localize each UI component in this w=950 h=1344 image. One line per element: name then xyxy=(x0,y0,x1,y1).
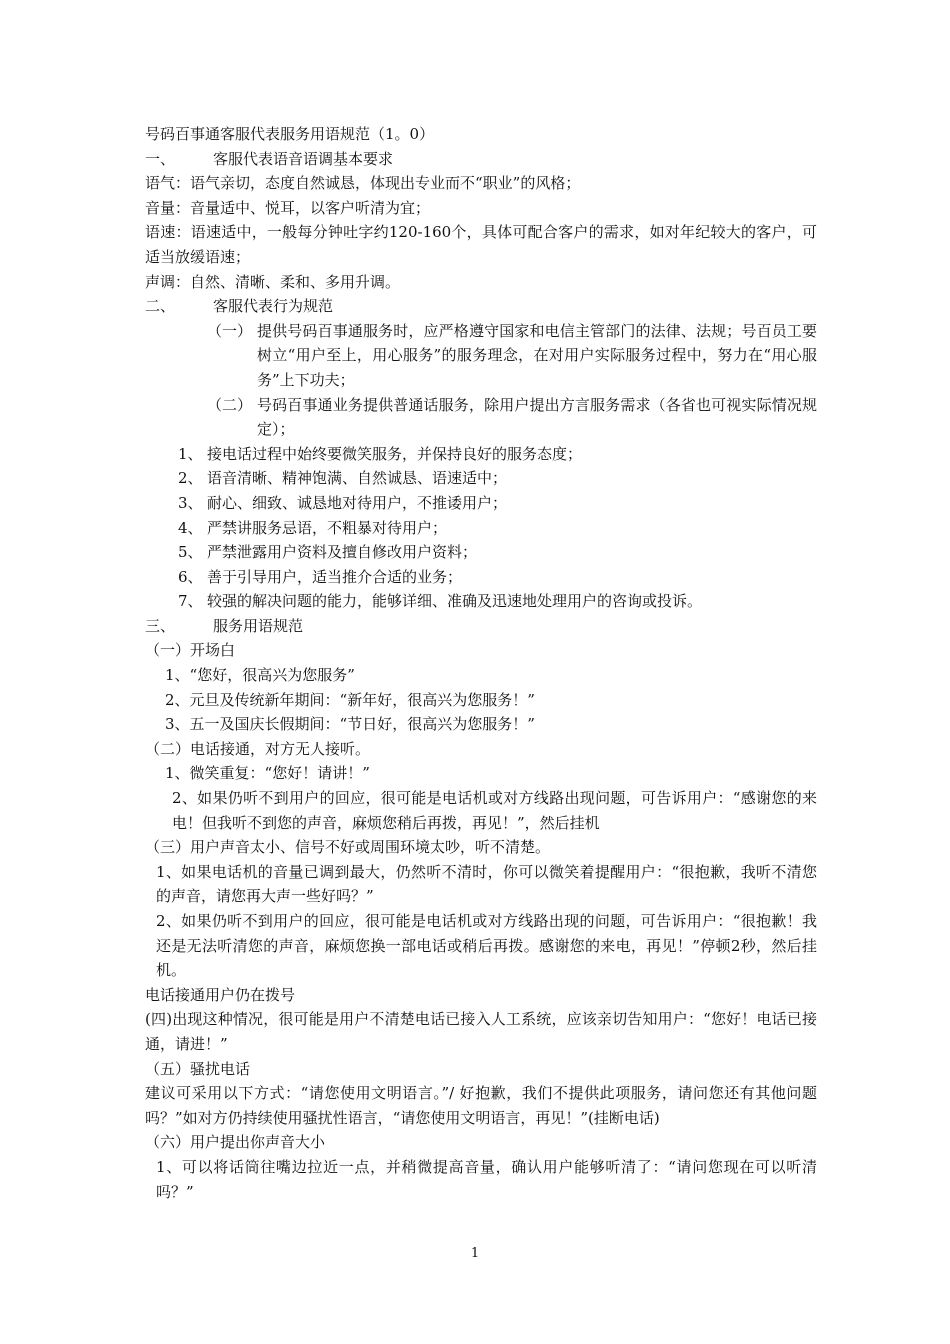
list-item-number: 7、 xyxy=(178,592,203,611)
low-voice-heading: （三）用户声音太小、信号不好或周围环境太吵，听不清楚。 xyxy=(145,838,551,857)
document-title: 号码百事通客服代表服务用语规范（1。0） xyxy=(145,125,435,143)
pitch-rule: 声调：自然、清晰、柔和、多用升调。 xyxy=(145,272,401,291)
subsection-1 xyxy=(207,319,817,393)
tone-rule: 语气：语气亲切，态度自然诚恳，体现出专业而不“职业”的风格； xyxy=(145,174,581,193)
subsection-tag: （二） xyxy=(207,395,253,414)
document-body xyxy=(145,122,817,1204)
speed-rule: 语速：语速适中，一般每分钟吐字约120-160个，具体可配合客户的需求，如对年纪较大的客户，可适当放缓语速； xyxy=(145,223,817,266)
opening-line-2: 2、元旦及传统新年期间：“新年好，很高兴为您服务！” xyxy=(165,690,535,709)
subsection-text: 号码百事通业务提供普通话服务，除用户提出方言服务需求（各省也可视实际情况规定）； xyxy=(257,395,817,439)
section-number: 一、 xyxy=(145,149,176,168)
louder-line-1: 1、可以将话筒往嘴边拉近一点，并稍微提高音量，确认用户能够听清了：“请问您现在可以听清吗？” xyxy=(156,1157,817,1201)
list-item xyxy=(178,540,817,565)
harassment-heading: （五）骚扰电话 xyxy=(145,1059,251,1078)
section-3-heading xyxy=(145,614,817,639)
list-item-text: 接电话过程中始终要微笑服务，并保持良好的服务态度； xyxy=(207,444,583,463)
page-number: 1 xyxy=(470,1246,480,1261)
list-item-number: 2、 xyxy=(178,469,203,488)
list-item xyxy=(178,442,817,467)
section-number: 三、 xyxy=(145,616,176,635)
section-1-heading xyxy=(145,147,817,172)
no-answer-heading: （二）电话接通，对方无人接听。 xyxy=(145,739,371,758)
list-item xyxy=(178,565,817,590)
still-dialing-text: (四)出现这种情况，很可能是用户不清楚电话已接入人工系统，应该亲切告知用户：“您好！电话已接通，请进！” xyxy=(145,1010,817,1053)
section-title: 客服代表语音语调基本要求 xyxy=(213,149,394,168)
opening-line-1: 1、“您好，很高兴为您服务” xyxy=(165,666,355,685)
subsection-tag: （一） xyxy=(207,321,253,340)
still-dialing-label: 电话接通用户仍在拨号 xyxy=(145,985,296,1004)
subsection-2 xyxy=(207,393,817,442)
section-number: 二、 xyxy=(145,297,176,316)
opening-line-3: 3、五一及国庆长假期间：“节日好，很高兴为您服务！” xyxy=(165,715,535,734)
list-item-number: 1、 xyxy=(178,444,203,463)
no-answer-line-2 xyxy=(145,786,817,835)
volume-rule: 音量：音量适中、悦耳，以客户听清为宜； xyxy=(145,198,431,217)
list-item-text: 语音清晰、精神饱满、自然诚恳、语速适中； xyxy=(207,469,508,488)
low-voice-line-2: 2、如果仍听不到用户的回应，很可能是电话机或对方线路出现的问题，可告诉用户：“很抱歉！我还是无法听清您的声音，麻烦您换一部电话或稍后再拨。感谢您的来电，再见！”停顿2秒，然后挂机。 xyxy=(156,912,817,980)
harassment-text: 建议可采用以下方式：“请您使用文明语言。”/ 好抱歉，我们不提供此项服务，请问您还有其他问题吗？”如对方仍持续使用骚扰性语言，“请您使用文明语言，再见！”(挂断电话) xyxy=(145,1084,817,1127)
list-item-text: 严禁讲服务忌语，不粗暴对待用户； xyxy=(207,518,448,537)
opening-heading: （一）开场白 xyxy=(145,641,236,660)
list-item-number: 4、 xyxy=(178,518,203,537)
list-item xyxy=(178,589,817,614)
subsection-text: 提供号码百事通服务时，应严格遵守国家和电信主管部门的法律、法规；号百员工要树立“用户至上，用心服务”的服务理念，在对用户实际服务过程中，努力在“用心服务”上下功夫； xyxy=(257,321,817,389)
list-item xyxy=(178,516,817,541)
list-item-text: 善于引导用户，适当推介合适的业务； xyxy=(207,567,463,586)
section-2-heading xyxy=(145,294,817,319)
no-answer-text: 2、如果仍听不到用户的回应，很可能是电话机或对方线路出现问题，可告诉用户：“感谢您的来电！但我听不到您的声音，麻烦您稍后再拨，再见！”，然后挂机 xyxy=(172,789,817,832)
list-item-number: 6、 xyxy=(178,567,203,586)
list-item-text: 严禁泄露用户资料及擅自修改用户资料； xyxy=(207,543,478,562)
list-item xyxy=(178,491,817,516)
louder-heading: （六）用户提出你声音大小 xyxy=(145,1133,326,1152)
list-item-text: 较强的解决问题的能力，能够详细、准确及迅速地处理用户的咨询或投诉。 xyxy=(207,592,703,611)
section-title: 服务用语规范 xyxy=(213,616,304,635)
list-item-text: 耐心、细致、诚恳地对待用户，不推诿用户； xyxy=(207,493,508,512)
list-item-number: 3、 xyxy=(178,493,203,512)
low-voice-line-1: 1、如果电话机的音量已调到最大，仍然听不清时，你可以微笑着提醒用户：“很抱歉，我听不清您的声音，请您再大声一些好吗？” xyxy=(156,862,817,906)
list-item-number: 5、 xyxy=(178,543,203,562)
no-answer-line-1: 1、微笑重复：“您好！请讲！” xyxy=(165,764,370,783)
list-item xyxy=(178,466,817,491)
section-title: 客服代表行为规范 xyxy=(213,297,334,316)
